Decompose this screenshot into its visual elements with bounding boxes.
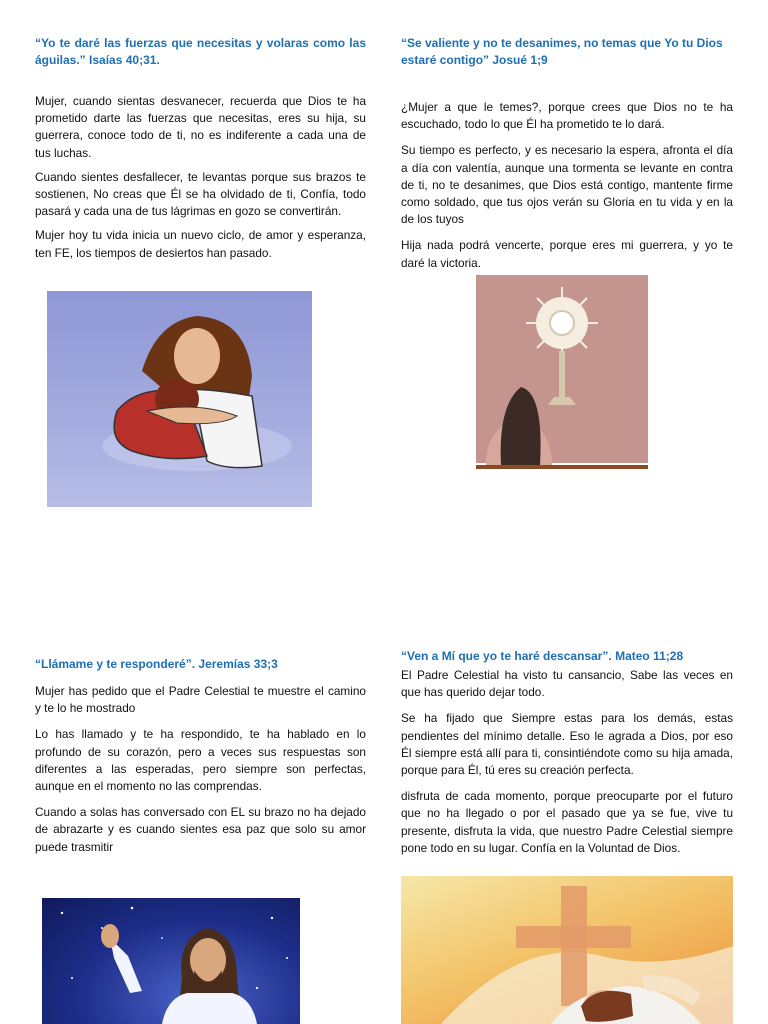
section-heading bbox=[35, 35, 366, 69]
heading-quote: “Se valiente y no te desanimes, no temas que Yo tu Dios estaré contigo” bbox=[401, 36, 723, 67]
heading-quote: “Ven a Mí que yo te haré descansar”. bbox=[401, 649, 612, 663]
heading-reference: Mateo 11;28 bbox=[615, 649, 684, 663]
jesus-raising-hand-icon bbox=[42, 898, 300, 1024]
paragraph: Mujer has pedido que el Padre Celestial te muestre el camino y te lo he mostrado bbox=[35, 684, 366, 716]
heading-reference: Isaías 40;31. bbox=[89, 53, 160, 67]
paragraph: disfruta de cada momento, porque preocuparte por el futuro que no ha llegado o por el pasado que ya se fue, vive tu presente, disfruta la vida, que nuestro Padre Celestial siempre pone todo en su lugar. Confía en la Voluntad de Dios. bbox=[401, 789, 733, 855]
heading-reference: Jeremías 33;3 bbox=[198, 657, 278, 671]
paragraph: Se ha fijado que Siempre estas para los demás, estas pendientes del mínimo detalle. Eso le agrada a Dios, por eso Él siempre está allí para ti, consintiéndote como su hija amada, porque para Él, tú eres su creación perfecta. bbox=[401, 711, 733, 778]
section-valiente bbox=[401, 35, 733, 272]
section-llamame bbox=[35, 656, 366, 856]
paragraph: El Padre Celestial ha visto tu cansancio, Sabe las veces en que has querido dejar todo. bbox=[401, 668, 733, 700]
jesus-embrace-image bbox=[47, 291, 312, 507]
paragraph: Cuando a solas has conversado con EL su brazo no ha dejado de abrazarte y es cuando sientes esa paz que solo su amor puede trasmitir bbox=[35, 805, 366, 854]
heading-quote: “Llámame y te responderé”. bbox=[35, 657, 196, 671]
woman-resting-cross-image bbox=[401, 876, 733, 1024]
paragraph: Hija nada podrá vencerte, porque eres mi guerrera, y yo te daré la victoria. bbox=[401, 238, 733, 270]
cross-icon bbox=[401, 876, 733, 1024]
woman-praying-image bbox=[476, 275, 648, 490]
heading-quote: “Yo te daré las fuerzas que necesitas y volaras como las águilas.” bbox=[35, 36, 366, 67]
jesus-embrace-icon bbox=[47, 291, 312, 507]
section-fuerzas bbox=[35, 35, 366, 262]
paragraph: Su tiempo es perfecto, y es necesario la espera, afronta el día a día con valentía, aunque una tormenta se levante en contra de ti, no te desanimes, que Dios está contigo, mantente firme como soldado, que tus ojos verán su Gloria en tu vida y en la de los tuyos bbox=[401, 143, 733, 227]
jesus-starry-sky-image bbox=[42, 898, 300, 1024]
monstrance-icon bbox=[476, 275, 648, 490]
section-heading bbox=[35, 656, 366, 673]
section-heading bbox=[401, 648, 733, 665]
section-descansar bbox=[401, 648, 733, 857]
paragraph: Mujer, cuando sientas desvanecer, recuerda que Dios te ha prometido darte las fuerzas que necesitas, eres su hija, su guerrera, conoce todo de ti, no es indiferente a cada una de tus luchas. bbox=[35, 94, 366, 160]
heading-reference: Josué 1;9 bbox=[492, 53, 548, 67]
paragraph: ¿Mujer a que le temes?, porque crees que Dios no te ha escuchado, todo lo que Él ha prometido te lo dará. bbox=[401, 100, 733, 132]
section-heading bbox=[401, 35, 733, 69]
paragraph: Lo has llamado y te ha respondido, te ha hablado en lo profundo de su corazón, pero a veces sus respuestas son diferentes a las esperadas, pero siempre son perfectas, aunque en el momento no las comprendas. bbox=[35, 727, 366, 794]
paragraph: Mujer hoy tu vida inicia un nuevo ciclo, de amor y esperanza, ten FE, los tiempos de desiertos han pasado. bbox=[35, 228, 366, 260]
paragraph: Cuando sientes desfallecer, te levantas porque sus brazos te sostienen, No creas que Él se ha olvidado de ti, Confía, todo pasará y cada una de tus lágrimas en gozo se convertirán. bbox=[35, 169, 366, 219]
